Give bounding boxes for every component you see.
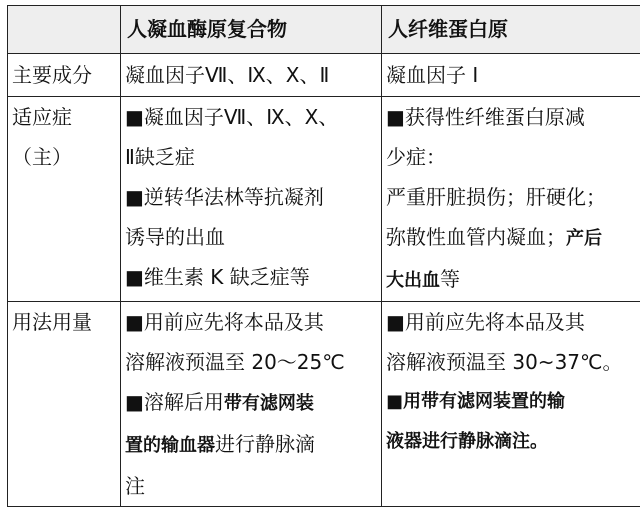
bold-text-line: 液器进行静脉滴注。 [386,422,636,462]
header-cell-fibrinogen: 人纤维蛋白原 [382,6,640,54]
text-line: 溶解液预温至 20～25℃ [125,342,377,382]
cell-prothrombin-indications [121,97,382,302]
text-line: 诱导的出血 [125,217,377,257]
text-line [386,259,636,301]
text-line: ■用前应先将本品及其 [386,302,636,342]
row-usage-dosage [8,302,640,507]
text-fragment: ■溶解后用 [125,390,224,414]
header-row [8,6,640,54]
text-line: 严重肝脏损伤；肝硬化； [386,177,636,217]
header-cell-empty [8,6,121,54]
text-line [125,382,377,424]
text-line: 注 [125,466,377,506]
text-line: 溶解液预温至 30~37℃。 [386,342,636,382]
bold-fragment: 带有滤网装 [224,393,314,414]
bold-fragment: 产后 [566,228,602,249]
row-main-components [8,54,640,97]
cell-prothrombin-components: 凝血因子Ⅶ、Ⅸ、Ⅹ、Ⅱ [121,54,382,97]
row-indications [8,97,640,302]
text-line [125,424,377,466]
text-line: ■用前应先将本品及其 [125,302,377,342]
row-label-indications [8,97,121,302]
bold-fragment: 大出血 [386,270,440,291]
cell-fibrinogen-components: 凝血因子 Ⅰ [382,54,640,97]
indications-label: 适应症 [12,97,116,137]
comparison-table [7,5,640,507]
text-fragment: 等 [440,267,460,291]
text-line: Ⅱ缺乏症 [125,137,377,177]
bold-text-line: ■用带有滤网装置的输 [386,382,636,422]
indications-label-sub: （主） [12,137,116,177]
text-line: ■逆转华法林等抗凝剂 [125,177,377,217]
cell-fibrinogen-indications [382,97,640,302]
text-line: ■凝血因子Ⅶ、Ⅸ、Ⅹ、 [125,97,377,137]
text-line: ■维生素 K 缺乏症等 [125,257,377,297]
text-fragment: 弥散性血管内凝血； [386,225,566,249]
text-line: ■获得性纤维蛋白原减 [386,97,636,137]
text-fragment: 进行静脉滴 [215,432,315,456]
row-label-main-components: 主要成分 [8,54,121,97]
header-cell-prothrombin-complex: 人凝血酶原复合物 [121,6,382,54]
bold-fragment: 置的输血器 [125,435,215,456]
cell-fibrinogen-usage [382,302,640,507]
text-line [386,217,636,259]
text-line: 少症： [386,137,636,177]
row-label-usage: 用法用量 [8,302,121,507]
comparison-table-wrapper [7,5,633,507]
cell-prothrombin-usage [121,302,382,507]
